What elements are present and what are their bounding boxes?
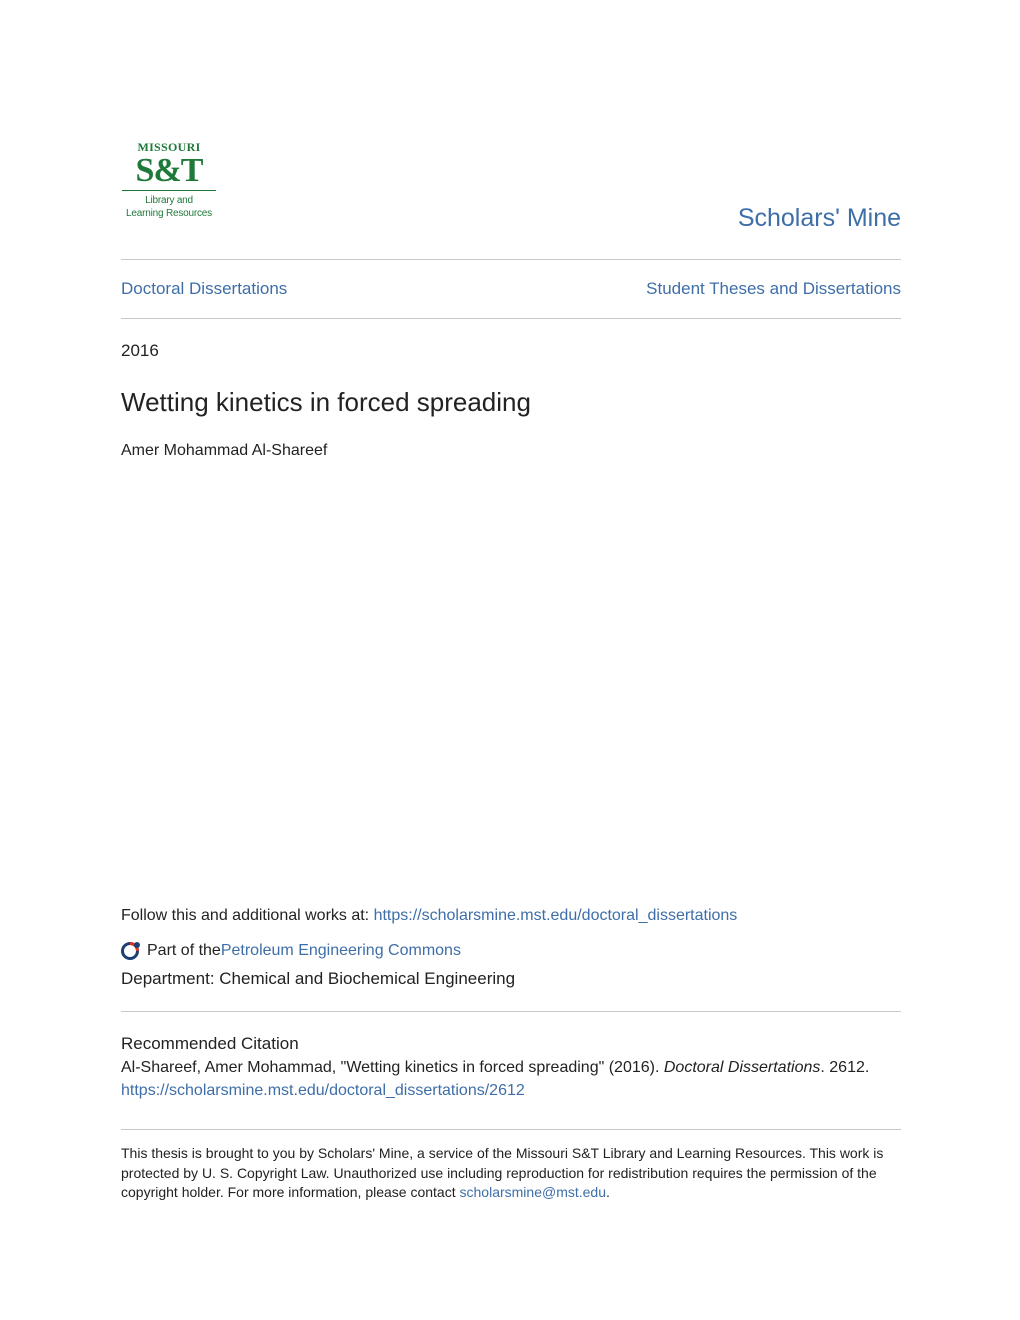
bepress-commons-icon xyxy=(121,941,143,961)
petroleum-engineering-commons-link[interactable]: Petroleum Engineering Commons xyxy=(220,942,461,959)
citation-series: Doctoral Dissertations xyxy=(663,1059,821,1076)
part-of-prefix: Part of the xyxy=(147,942,221,959)
follow-prefix: Follow this and additional works at: xyxy=(121,907,374,924)
logo-missouri-text: MISSOURI xyxy=(137,140,201,154)
citation-heading: Recommended Citation xyxy=(121,1034,299,1053)
divider-citation xyxy=(121,1011,901,1012)
citation-url-link[interactable]: https://scholarsmine.mst.edu/doctoral_dissertations/2612 xyxy=(121,1082,525,1099)
missouri-st-logo[interactable] xyxy=(121,140,217,232)
document-title: Wetting kinetics in forced spreading xyxy=(121,387,531,417)
part-of-line xyxy=(121,941,461,961)
notice-end: . xyxy=(606,1184,610,1200)
cover-page xyxy=(121,0,901,1320)
doctoral-dissertations-link[interactable]: Doctoral Dissertations xyxy=(121,279,288,298)
author-name: Amer Mohammad Al-Shareef xyxy=(121,442,328,459)
divider-nav xyxy=(121,318,901,319)
logo-subtitle-2: Learning Resources xyxy=(126,208,212,219)
citation-number: . 2612. xyxy=(820,1059,870,1076)
divider-notice xyxy=(121,1129,901,1130)
divider-top xyxy=(121,259,901,260)
citation-url-line xyxy=(121,1082,525,1100)
logo-subtitle-1: Library and xyxy=(145,195,193,206)
logo-divider xyxy=(122,190,216,191)
logo-st-mark: S&T xyxy=(135,152,203,189)
follow-line xyxy=(121,907,737,925)
citation-body: Al-Shareef, Amer Mohammad, "Wetting kinetics in forced spreading" (2016). xyxy=(121,1059,664,1076)
student-theses-link[interactable]: Student Theses and Dissertations xyxy=(646,279,901,298)
citation-text xyxy=(121,1059,869,1077)
notice-text: This thesis is brought to you by Scholars' Mine, a service of the Missouri S&T Library and Learning Resources. This work is protected by U. S. Copyright Law. Unauthorized use including reproduction for redistribution requires the permission of the copyright holder. For more information, please contact xyxy=(121,1145,884,1200)
contact-email-link[interactable]: scholarsmine@mst.edu xyxy=(459,1184,607,1200)
department: Department: Chemical and Biochemical Engineering xyxy=(121,969,516,988)
publication-year: 2016 xyxy=(121,341,159,360)
scholars-mine-link[interactable]: Scholars' Mine xyxy=(737,204,901,232)
copyright-notice xyxy=(121,1144,901,1203)
collection-url-link[interactable]: https://scholarsmine.mst.edu/doctoral_dissertations xyxy=(373,907,738,924)
